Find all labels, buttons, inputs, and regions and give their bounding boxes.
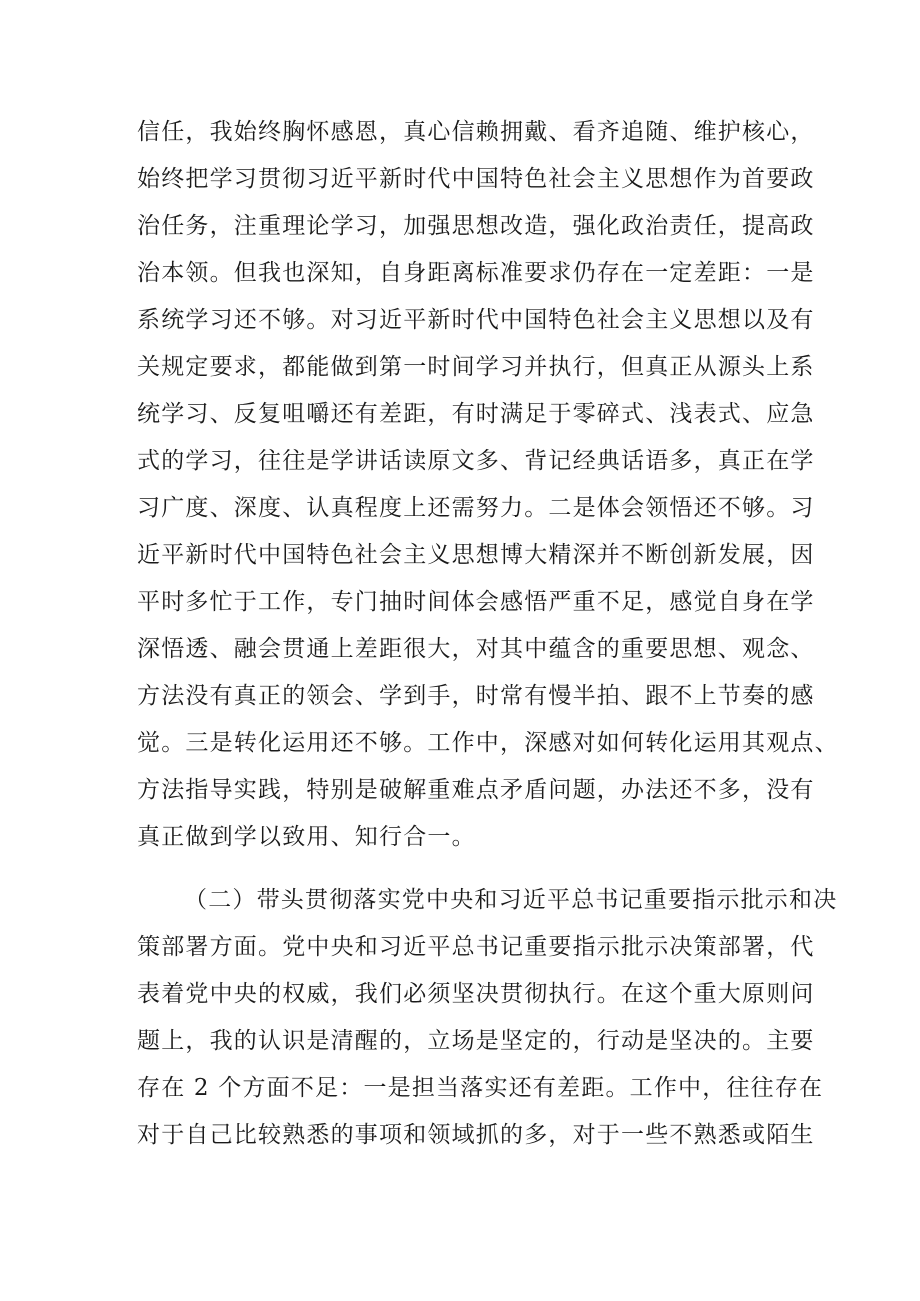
text-line: 关规定要求，都能做到第一时间学习并执行，但真正从源头上系 [137,354,815,380]
text-line: 治本领。但我也深知，自身距离标准要求仍存在一定差距：一是 [137,260,815,286]
text-line: 方法没有真正的领会、学到手，时常有慢半拍、跟不上节奏的感 [137,683,815,709]
text-line: 平时多忙于工作，专门抽时间体会感悟严重不足，感觉自身在学 [137,589,815,615]
text-line: 近平新时代中国特色社会主义思想博大精深并不断创新发展，因 [137,542,815,568]
text-line: 式的学习，往往是学讲话读原文多、背记经典话语多，真正在学 [137,448,815,474]
section-heading-line: （二）带头贯彻落实党中央和习近平总书记重要指示批示和决 [184,887,838,913]
text-line: 系统学习还不够。对习近平新时代中国特色社会主义思想以及有 [137,307,815,333]
text-line: 题上，我的认识是清醒的，立场是坚定的，行动是坚决的。主要 [137,1028,815,1054]
text-line: 统学习、反复咀嚼还有差距，有时满足于零碎式、浅表式、应急 [137,401,815,427]
text-line: 对于自己比较熟悉的事项和领域抓的多，对于一些不熟悉或陌生 [137,1122,815,1148]
text-line: 习广度、深度、认真程度上还需努力。二是体会领悟还不够。习 [137,495,815,521]
text-line: 表着党中央的权威，我们必须坚决贯彻执行。在这个重大原则问 [137,981,815,1007]
text-line: 策部署方面。党中央和习近平总书记重要指示批示决策部署，代 [137,934,815,960]
text-line: 始终把学习贯彻习近平新时代中国特色社会主义思想作为首要政 [137,166,815,192]
text-line: 信任，我始终胸怀感恩，真心信赖拥戴、看齐追随、维护核心， [137,119,815,145]
text-line: 觉。三是转化运用还不够。工作中，深感对如何转化运用其观点、 [137,730,839,756]
text-line: 治任务，注重理论学习，加强思想改造，强化政治责任，提高政 [137,213,815,239]
text-line: 真正做到学以致用、知行合一。 [137,824,476,850]
text-line: 存在 2 个方面不足：一是担当落实还有差距。工作中，往往存在 [137,1075,824,1101]
text-line: 深悟透、融会贯通上差距很大，对其中蕴含的重要思想、观念、 [137,636,815,662]
text-line: 方法指导实践，特别是破解重难点矛盾问题，办法还不多，没有 [137,777,815,803]
